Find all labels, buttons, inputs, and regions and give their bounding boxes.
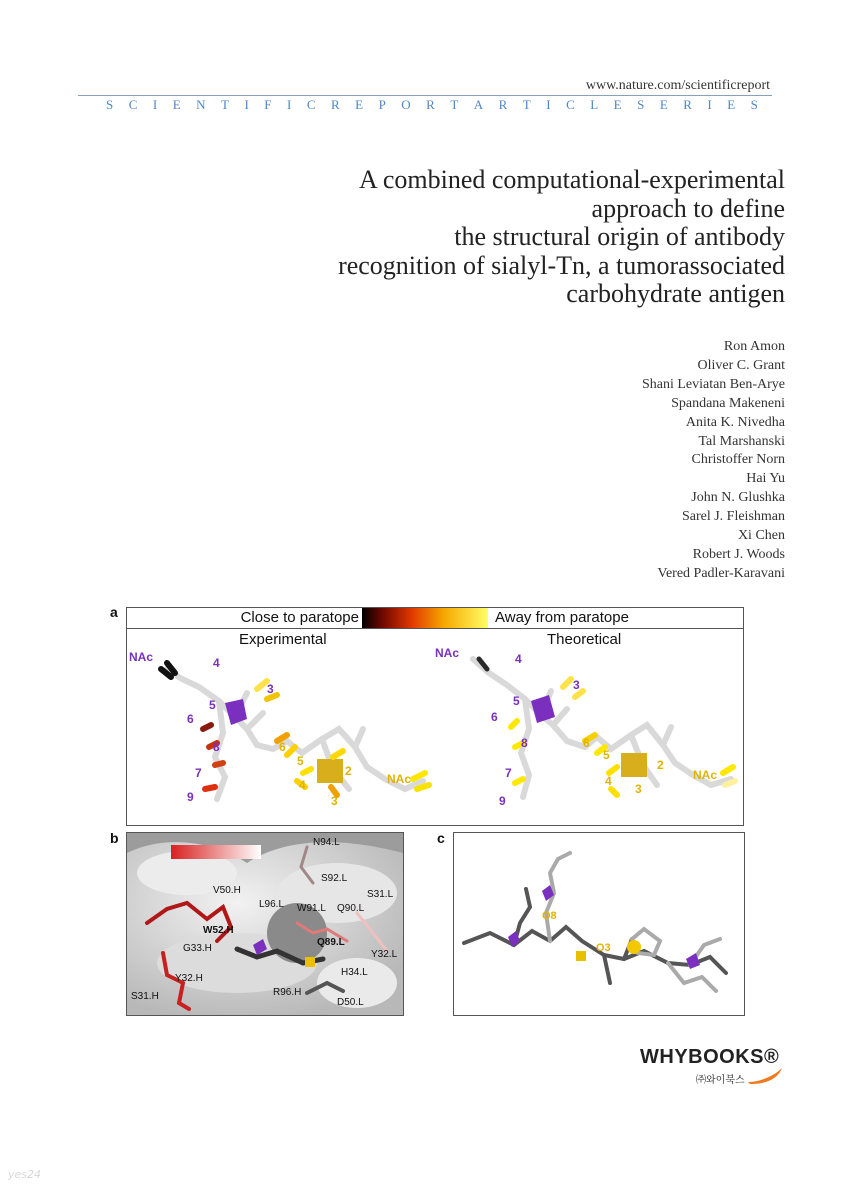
label-7-exp: 7	[195, 766, 202, 780]
label-3-gal-theo: 3	[635, 782, 642, 796]
label-nac-gal-theo: NAc	[693, 768, 718, 782]
title-line: carbohydrate antigen	[566, 279, 785, 308]
label-9-exp: 9	[187, 790, 194, 804]
author-list	[485, 338, 785, 584]
subtitle-experimental: Experimental	[239, 631, 327, 648]
residue-label: Q89.L	[317, 937, 345, 948]
panel-c-label: c	[437, 830, 445, 846]
author-name: Ron Amon	[723, 339, 785, 354]
label-5-exp: 5	[209, 698, 216, 712]
series-letter: I	[244, 97, 249, 112]
series-letter: T	[450, 97, 459, 112]
label-7-theo: 7	[505, 766, 512, 780]
legend-left-text: Close to paratope	[240, 609, 359, 626]
residue-label: W52.H	[203, 925, 234, 936]
series-letter: T	[522, 97, 531, 112]
panel-a-label: a	[110, 604, 118, 620]
series-letter: R	[426, 97, 435, 112]
panel-c-molecule	[454, 833, 744, 1015]
series-letter: C	[306, 97, 316, 112]
label-6-gal-exp: 6	[279, 740, 286, 754]
series-letter: I	[546, 97, 551, 112]
title-line: the structural origin of antibody	[454, 222, 785, 251]
subtitle-theoretical: Theoretical	[547, 631, 622, 648]
residue-label: S31.L	[367, 889, 394, 900]
journal-url[interactable]: www.nature.com/scientificreport	[585, 78, 770, 93]
series-letter: C	[566, 97, 575, 112]
residue-label: Y32.L	[371, 949, 398, 960]
residue-label: S92.L	[321, 873, 348, 884]
panel-b-surface	[127, 833, 403, 1015]
author-name: Anita K. Nivedha	[685, 414, 785, 430]
residue-label: D50.L	[337, 997, 364, 1008]
residue-label: Q90.L	[337, 903, 365, 914]
residue-label: Y32.H	[175, 973, 203, 984]
residue-label: W91.L	[297, 903, 326, 914]
label-4-theo: 4	[515, 652, 522, 666]
atom-o8: O8	[542, 910, 557, 922]
series-letter: C	[128, 97, 138, 112]
title-line: approach to define	[591, 193, 785, 223]
publisher-korean: ㈜와이북스	[696, 1075, 745, 1086]
title-line: recognition of sialyl-Tn, a tumorassociated	[338, 250, 785, 280]
header-rule	[78, 95, 772, 96]
author-name: Oliver C. Grant	[697, 357, 785, 373]
series-letter: S	[106, 97, 114, 112]
residue-label: L96.L	[259, 899, 285, 910]
label-3-theo: 3	[573, 678, 580, 692]
series-letter: I	[152, 97, 158, 112]
color-legend	[126, 607, 744, 629]
series-letter: A	[473, 97, 484, 112]
publisher-name: WHYBOOKS®	[640, 1046, 780, 1068]
panel-c	[453, 832, 745, 1016]
label-2-gal-theo: 2	[657, 758, 664, 772]
series-letter: E	[355, 97, 364, 112]
legend-right-text: Away from paratope	[495, 609, 629, 626]
label-6-theo: 6	[491, 710, 498, 724]
title-line: A combined computational-experimental	[359, 165, 785, 194]
series-letter: E	[172, 97, 181, 112]
series-letter: I	[707, 97, 712, 112]
series-letter: O	[401, 97, 411, 112]
residue-label: N94.L	[313, 837, 340, 848]
series-letter: R	[498, 97, 508, 112]
exp-galnac-square	[317, 759, 343, 783]
legend-gradient	[362, 608, 488, 628]
publisher-swoosh-icon	[746, 1066, 786, 1086]
author-name: John N. Glushka	[691, 490, 785, 506]
author-name: Tal Marshanski	[698, 433, 785, 449]
watermark: yes24	[8, 1168, 42, 1181]
series-letter: L	[590, 97, 599, 112]
residue-label: S31.H	[131, 991, 159, 1002]
figure	[110, 600, 750, 1020]
author-name: Vered Padler-Karavani	[657, 565, 785, 581]
panel-b	[126, 832, 404, 1016]
label-9-theo: 9	[499, 794, 506, 808]
series-letter: S	[750, 97, 758, 112]
label-5-theo: 5	[513, 694, 520, 708]
series-letter: E	[659, 97, 668, 112]
label-5-gal-exp: 5	[297, 754, 304, 768]
panel-b-colorbar	[171, 845, 261, 859]
series-letter: T	[221, 97, 229, 112]
series-letter: E	[613, 97, 622, 112]
author-name: Xi Chen	[737, 528, 785, 544]
author-name: Robert J. Woods	[692, 546, 785, 562]
panel-b-label: b	[110, 830, 119, 846]
residue-label: V50.H	[213, 885, 241, 896]
series-letter: P	[378, 97, 386, 112]
label-5-gal-theo: 5	[603, 748, 610, 762]
series-letter: N	[196, 97, 206, 112]
label-6-exp: 6	[187, 712, 194, 726]
publisher-logo	[638, 1046, 788, 1090]
panel-a	[126, 628, 744, 826]
panel-a-molecules	[127, 629, 743, 825]
label-3-gal-exp: 3	[331, 794, 338, 808]
series-letter: F	[264, 97, 272, 112]
residue-label: H34.L	[341, 967, 368, 978]
series-letter: I	[287, 97, 292, 112]
label-8-theo: 8	[521, 736, 528, 750]
series-letter: R	[683, 97, 692, 112]
residue-label: R96.H	[273, 987, 302, 998]
theo-galnac-square	[621, 753, 647, 777]
label-4-gal-exp: 4	[299, 778, 306, 792]
author-name: Hai Yu	[746, 471, 785, 487]
theo-sialic-diamond	[531, 695, 555, 723]
label-nac-theo: NAc	[435, 646, 460, 660]
series-banner	[106, 97, 758, 113]
label-3-exp: 3	[267, 682, 274, 696]
author-name: Spandana Makeneni	[671, 395, 785, 411]
series-letter: R	[330, 97, 340, 112]
series-letter: E	[727, 97, 736, 112]
article-title	[145, 166, 785, 309]
label-nac-gal-exp: NAc	[387, 772, 412, 786]
label-8-exp: 8	[213, 740, 220, 754]
author-name: Sarel J. Fleishman	[681, 509, 785, 525]
author-name: Shani Leviatan Ben-Arye	[641, 376, 785, 392]
label-6-gal-theo: 6	[583, 736, 590, 750]
residue-label: G33.H	[183, 943, 212, 954]
label-4-exp: 4	[213, 656, 220, 670]
label-nac-exp: NAc	[129, 650, 154, 664]
label-4-gal-theo: 4	[605, 774, 612, 788]
label-2-gal-exp: 2	[345, 764, 352, 778]
atom-o3: O3	[596, 942, 611, 954]
author-name: Christoffer Norn	[691, 452, 785, 468]
exp-sialic-diamond	[225, 699, 247, 725]
series-letter: S	[637, 97, 645, 112]
